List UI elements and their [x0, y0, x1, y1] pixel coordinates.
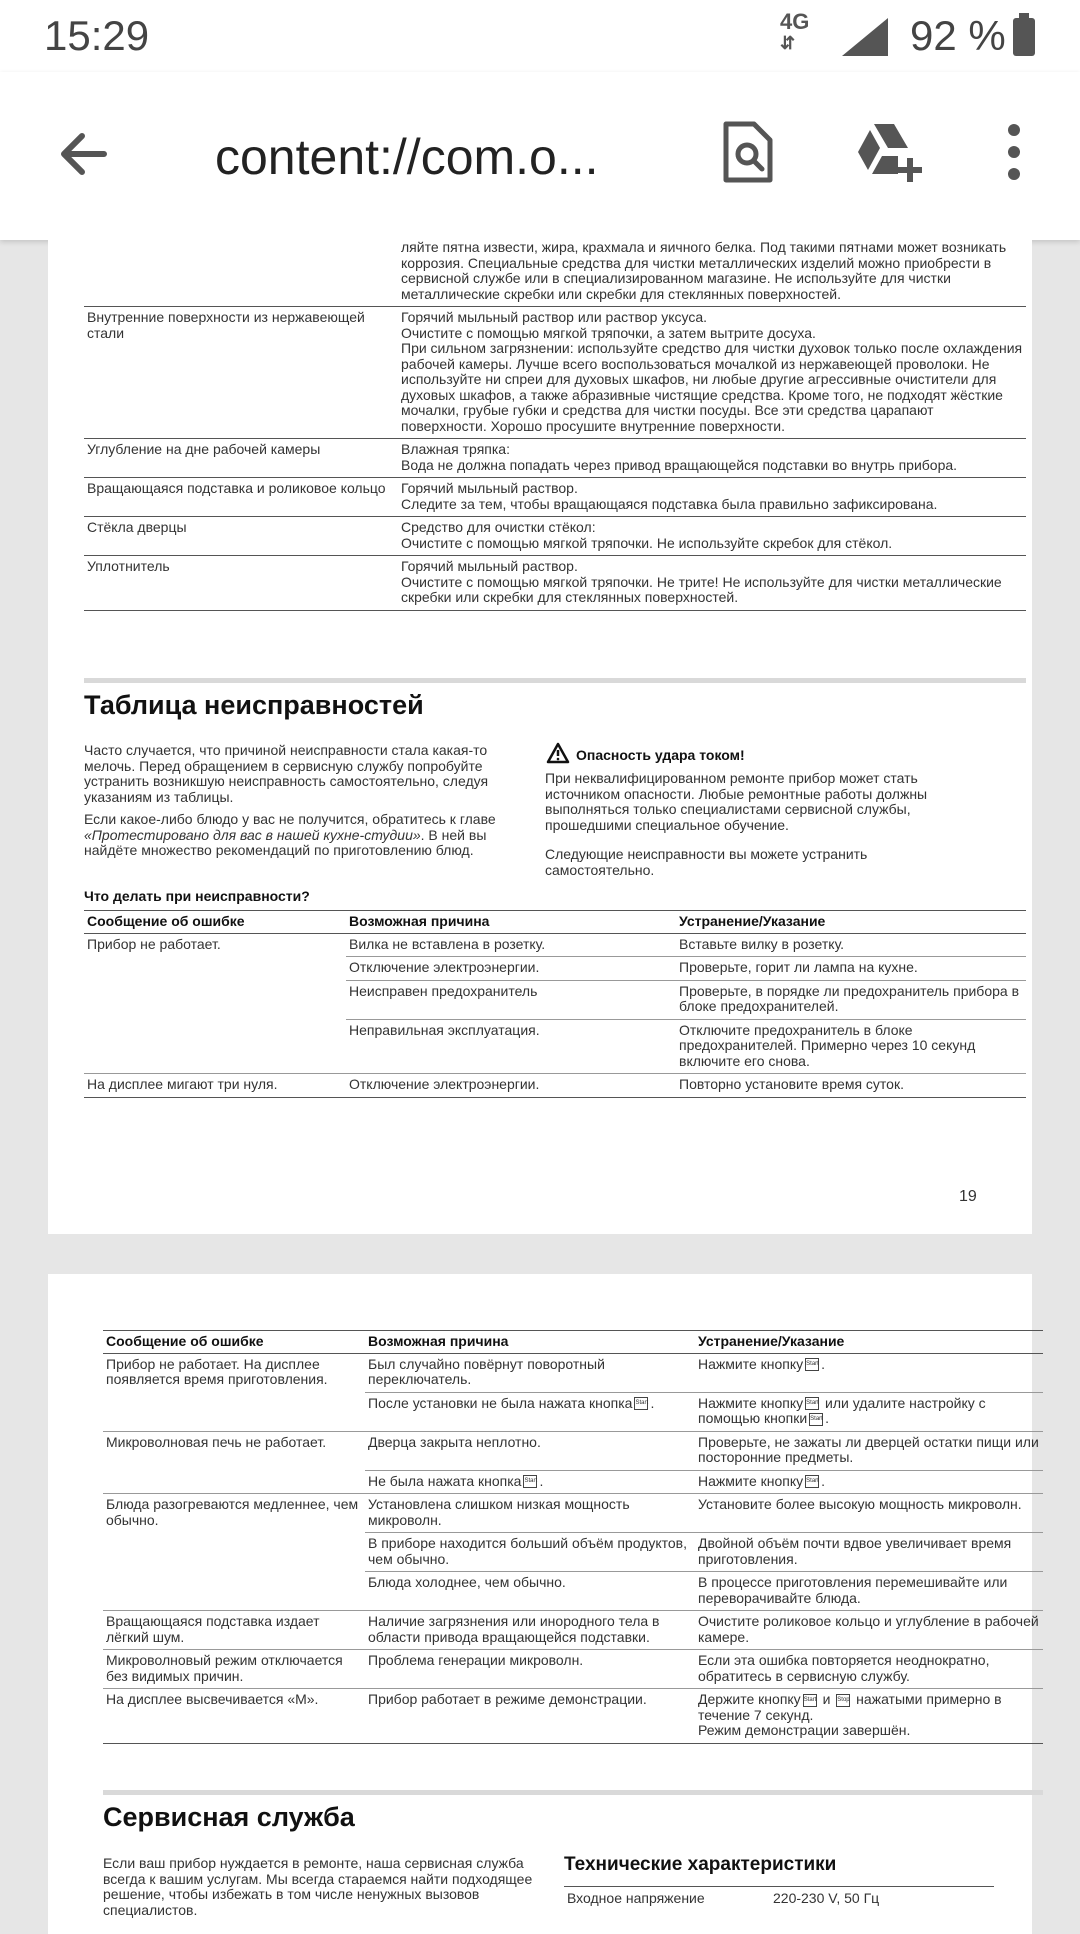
- error-cell: На дисплее высвечивается «M».: [103, 1689, 365, 1744]
- fix-cell: Отключите предохранитель в блоке предохранителей. Примерно через 10 секунд включите его снова.: [676, 1019, 1026, 1074]
- care-row: [84, 439, 1026, 478]
- care-method: Горячий мыльный раствор. Следите за тем, чтобы вращающаяся подставка была правильно зафиксирована.: [401, 480, 938, 512]
- cause-cell: Вилка не вставлена в розетку.: [346, 933, 676, 957]
- table-row: [103, 1494, 1043, 1533]
- fault-table-continued: [103, 1330, 1043, 1744]
- cause-cell: После установки не была нажата кнопка Start .: [365, 1392, 695, 1431]
- care-table: [84, 240, 1026, 611]
- specs-table: [564, 1886, 994, 1909]
- table-row: [84, 933, 1026, 957]
- fix-cell: Держите кнопку Start и Stop нажатыми примерно в течение 7 секунд. Режим демонстрации завершён.: [695, 1689, 1043, 1744]
- error-cell: Микроволновый режим отключается без видимых причин.: [103, 1650, 365, 1689]
- cause-cell: Прибор работает в режиме демонстрации.: [365, 1689, 695, 1744]
- table-row: [103, 1533, 1043, 1572]
- fix-cell: Установите более высокую мощность микроволн.: [695, 1494, 1043, 1533]
- error-cell: [103, 1572, 365, 1611]
- fix-cell: Нажмите кнопку Start .: [695, 1470, 1043, 1494]
- care-method: Средство для очистки стёкол: Очистите с помощью мягкой тряпочки. Не используйте скребок для стёкол.: [401, 519, 893, 551]
- start-button-icon: Start: [805, 1475, 819, 1488]
- service-section-title: Сервисная служба: [103, 1802, 355, 1832]
- fix-cell: Проверьте, не зажаты ли дверцей остатки пищи или посторонние предметы.: [695, 1431, 1043, 1470]
- cause-cell: Был случайно повёрнут поворотный переключатель.: [365, 1353, 695, 1392]
- start-button-icon: Start: [809, 1413, 823, 1426]
- cause-cell: Отключение электроэнергии.: [346, 1074, 676, 1098]
- col-fix: Устранение/Указание: [695, 1331, 1043, 1354]
- overflow-menu-icon[interactable]: [1003, 124, 1025, 184]
- start-button-icon: Start: [634, 1397, 648, 1410]
- care-method: Горячий мыльный раствор или раствор уксуса. Очистите с помощью мягкой тряпочки, а затем вытрите досуха. При сильном загрязнении: используйте средство для чистки духовок только после охлаждения рабочей камеры. Лучше всего воспользоваться мочалкой из нержавеющей проволоки. Не используйте ни спреи для духовых шкафов, ни любые другие агрессивные очистители для духовых шкафов, а также абразивные чистящие средства. Кроме того, не подходят жёсткие мочалки, грубые губки и средства для чистки посуды. Все эти средства царапают поверхности. Хорошо просушите внутренние поверхности.: [401, 309, 1023, 434]
- battery-percent: 92 %: [910, 12, 1006, 59]
- fix-cell: Повторно установите время суток.: [676, 1074, 1026, 1098]
- fix-cell: Очистите роликовое кольцо и углубление в рабочей камере.: [695, 1611, 1043, 1650]
- table-row: [103, 1431, 1043, 1470]
- cause-cell: Дверца закрыта неплотно.: [365, 1431, 695, 1470]
- url-text[interactable]: content://com.o...: [215, 129, 599, 185]
- start-button-icon: Start: [805, 1397, 819, 1410]
- cause-cell: Наличие загрязнения или инородного тела в области привода вращающейся подставки.: [365, 1611, 695, 1650]
- error-cell: Прибор не работает.: [87, 935, 221, 952]
- table-row: [103, 1689, 1043, 1744]
- table-row: [84, 1019, 1026, 1074]
- warning-text-2: Следующие неисправности вы можете устранить самостоятельно.: [545, 846, 868, 878]
- col-fix: Устранение/Указание: [676, 911, 1026, 934]
- start-button-icon: Start: [803, 1694, 817, 1707]
- fix-cell: Проверьте, горит ли лампа на кухне.: [676, 957, 1026, 981]
- battery-icon: [1013, 18, 1035, 56]
- fault-intro-1: Часто случается, что причиной неисправности стала какая-то мелочь. Перед обращением в сервисную службу попробуйте устранить возникшую неисправность самостоятельно, следуя указаниям из таблицы.: [84, 742, 489, 805]
- network-4g-icon: 4G ⇵: [780, 9, 810, 53]
- cause-cell: Блюда холоднее, чем обычно.: [365, 1572, 695, 1611]
- stop-button-icon: Stop: [836, 1694, 850, 1707]
- fix-cell: Двойной объём почти вдвое увеличивает время приготовления.: [695, 1533, 1043, 1572]
- drive-add-icon[interactable]: [854, 120, 924, 184]
- error-cell: На дисплее мигают три нуля.: [84, 1074, 346, 1098]
- table-row: [103, 1650, 1043, 1689]
- warning-icon: [546, 742, 570, 764]
- find-in-page-icon[interactable]: [718, 120, 778, 184]
- signal-icon: [842, 18, 888, 56]
- spec-value: 220-230 V, 50 Гц: [770, 1887, 994, 1910]
- cause-cell: Неправильная эксплуатация.: [346, 1019, 676, 1074]
- col-cause: Возможная причина: [346, 911, 676, 934]
- care-surface: Углубление на дне рабочей камеры: [87, 441, 321, 457]
- error-cell: Блюда разогреваются медленнее, чем обычно.: [106, 1496, 359, 1528]
- care-row: [84, 240, 1026, 307]
- fix-cell: Если эта ошибка повторяется неоднократно, обратитесь в сервисную службу.: [695, 1650, 1043, 1689]
- browser-toolbar: [0, 72, 1080, 240]
- warning-text: При неквалифицированном ремонте прибор может стать источником опасности. Любые ремонтные работы должны выполняться только специалистами сервисной службы, прошедшими специальное обучение.: [545, 770, 928, 833]
- care-surface: Уплотнитель: [87, 558, 170, 574]
- page-number: 19: [959, 1188, 977, 1205]
- care-row: [84, 556, 1026, 611]
- fix-cell: Нажмите кнопку Start .: [695, 1353, 1043, 1392]
- status-time: 15:29: [44, 12, 150, 59]
- cause-cell: Неисправен предохранитель: [346, 980, 676, 1019]
- spec-row: [564, 1887, 994, 1910]
- fault-intro-2: Если какое-либо блюдо у вас не получится, обратитесь к главе «Протестировано для вас в нашей кухне-студии». В ней вы найдёте множество рекомендаций по приготовлению блюд.: [84, 811, 496, 858]
- error-cell: [84, 980, 346, 1019]
- fault-section-title: Таблица неисправностей: [84, 690, 424, 720]
- care-surface: Стёкла дверцы: [87, 519, 187, 535]
- error-cell: [103, 1392, 365, 1431]
- fix-cell: Нажмите кнопку Start или удалите настройку с помощью кнопки Start .: [695, 1392, 1043, 1431]
- warning-title: Опасность удара током!: [576, 747, 745, 763]
- error-cell: [103, 1533, 365, 1572]
- what-to-do-heading: Что делать при неисправности?: [84, 888, 310, 904]
- table-row: [103, 1572, 1043, 1611]
- specs-title: Технические характеристики: [564, 1854, 837, 1875]
- table-row: [84, 980, 1026, 1019]
- cause-cell: Установлена слишком низкая мощность микроволн.: [365, 1494, 695, 1533]
- care-surface: Вращающаяся подставка и роликовое кольцо: [87, 480, 386, 496]
- section-divider: [84, 678, 1026, 683]
- fix-cell: Вставьте вилку в розетку.: [676, 933, 1026, 957]
- status-bar: [0, 0, 1080, 72]
- start-button-icon: Start: [805, 1358, 819, 1371]
- care-row: [84, 307, 1026, 439]
- back-arrow-icon[interactable]: [52, 124, 112, 184]
- table-row: [103, 1392, 1043, 1431]
- error-cell: Микроволновая печь не работает.: [106, 1433, 327, 1450]
- cause-cell: Не была нажата кнопка Start .: [365, 1470, 695, 1494]
- fault-table: [84, 910, 1026, 1098]
- error-cell: Прибор не работает. На дисплее появляется время приготовления.: [106, 1355, 328, 1387]
- spec-key: Входное напряжение: [564, 1887, 770, 1910]
- fix-cell: Проверьте, в порядке ли предохранитель прибора в блоке предохранителей.: [676, 980, 1026, 1019]
- cause-cell: Проблема генерации микроволн.: [365, 1650, 695, 1689]
- pdf-page-20: [48, 1274, 1039, 1934]
- cause-cell: В приборе находится больший объём продуктов, чем обычно.: [365, 1533, 695, 1572]
- table-row: [84, 957, 1026, 981]
- care-method: ляйте пятна извести, жира, крахмала и яичного белка. Под такими пятнами может возникать коррозия. Специальные средства для чистки металлических изделий можно приобрести в сервисной службе или в специализированном магазине. Не используйте для чистки металлические скребки или скребки для стеклянных поверхностей.: [401, 239, 1007, 302]
- table-row: [103, 1353, 1043, 1392]
- col-cause: Возможная причина: [365, 1331, 695, 1354]
- start-button-icon: Start: [523, 1475, 537, 1488]
- table-row: [103, 1611, 1043, 1650]
- col-error: Сообщение об ошибке: [84, 911, 346, 934]
- col-error: Сообщение об ошибке: [103, 1331, 365, 1354]
- pdf-page-19: [48, 240, 1032, 1234]
- care-row: [84, 517, 1026, 556]
- table-row: [84, 1074, 1026, 1098]
- table-row: [103, 1470, 1043, 1494]
- error-cell: [84, 957, 346, 981]
- care-surface: Внутренние поверхности из нержавеющей стали: [87, 309, 365, 341]
- error-cell: [103, 1470, 365, 1494]
- section-divider: [103, 1790, 1043, 1795]
- care-row: [84, 478, 1026, 517]
- care-method: Влажная тряпка: Вода не должна попадать через привод вращающейся подставки во внутрь прибора.: [401, 441, 958, 473]
- care-surface: [84, 240, 398, 307]
- service-text: Если ваш прибор нуждается в ремонте, наша сервисная служба всегда к вашим услугам. Мы всегда стараемся найти подходящее решение, чтобы избежать в том числе ненужных вызовов специалистов.: [103, 1855, 533, 1918]
- error-cell: [84, 1019, 346, 1074]
- fix-cell: В процессе приготовления перемешивайте или переворачивайте блюда.: [695, 1572, 1043, 1611]
- care-method: Горячий мыльный раствор. Очистите с помощью мягкой тряпочки. Не трите! Не используйте для чистки металлические скребки или скребки для стеклянных поверхностей.: [401, 558, 1002, 605]
- error-cell: Вращающаяся подставка издает лёгкий шум.: [103, 1611, 365, 1650]
- cause-cell: Отключение электроэнергии.: [346, 957, 676, 981]
